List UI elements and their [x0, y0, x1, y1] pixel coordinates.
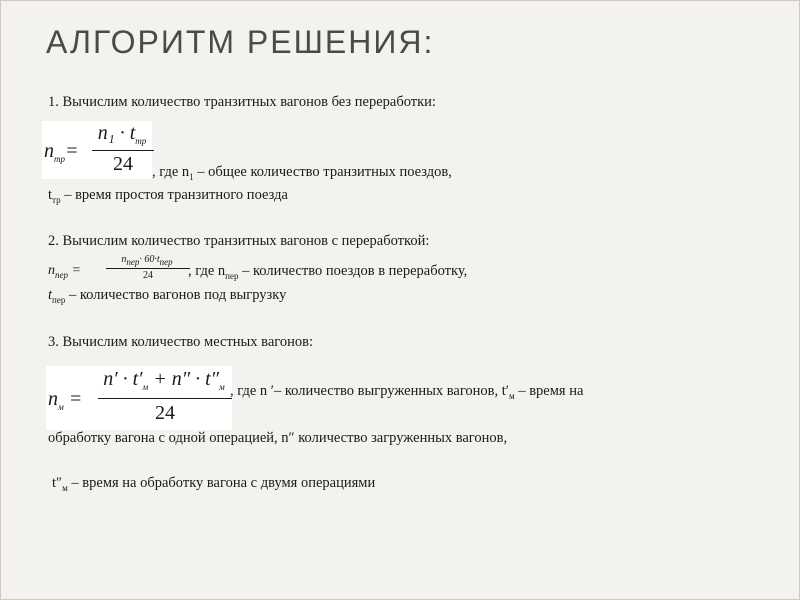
formula3-numerator-sub2: м — [219, 382, 225, 392]
step3-line3 — [52, 475, 375, 493]
step1-where-text: , где n — [152, 164, 190, 180]
formula2-lhs: n — [48, 263, 55, 278]
step3-where-sub: м — [508, 390, 515, 401]
step2-where — [188, 263, 467, 281]
step1-t-symbol: t — [48, 187, 53, 203]
fraction-bar — [98, 398, 232, 399]
formula2-numerator-sub: пер — [126, 257, 140, 267]
step3-where-rest: – время на — [514, 383, 584, 399]
formula3-denominator: 24 — [155, 402, 175, 424]
fraction-bar — [92, 150, 154, 151]
step1-where-rest: – общее количество транзитных поездов, — [193, 164, 452, 180]
step3-t-sub: м — [62, 482, 68, 493]
step2-heading: 2. Вычислим количество транзитных вагонов с переработкой: — [48, 233, 430, 249]
step3-line2: обработку вагона с одной операцией, n″ количество загруженных вагонов, — [48, 430, 508, 446]
formula2-numerator: n — [121, 254, 127, 265]
formula3-numerator: n′ · t′ — [103, 368, 143, 390]
step1-where — [152, 164, 452, 182]
step3-t-symbol: t″ — [52, 475, 63, 491]
step2-t-sub: пер — [52, 294, 66, 305]
formula3-numerator-sub: м — [142, 382, 149, 392]
step3-where — [230, 383, 583, 401]
formula2-numerator-sub2: пер — [159, 257, 173, 267]
step1-t-rest: – время простоя транзитного поезда — [60, 187, 288, 203]
step1-t-sub: тр — [52, 194, 61, 205]
fraction-bar — [106, 268, 190, 269]
step2-t-rest: – количество вагонов под выгрузку — [65, 287, 287, 303]
step2-where-text: , где n — [188, 263, 226, 279]
step2-where-rest: – количество поездов в переработку, — [238, 263, 468, 279]
formula-numerator-sub: тр — [135, 136, 147, 146]
step3-heading: 3. Вычислим количество местных вагонов: — [48, 334, 313, 350]
formula3-lhs-sub: м — [58, 402, 64, 412]
step1-heading: 1. Вычислим количество транзитных вагонов без переработки: — [48, 94, 436, 110]
step2-t-symbol: t — [48, 287, 53, 303]
slide-title: АЛГОРИТМ РЕШЕНИЯ: — [46, 24, 435, 60]
step1-where-sub: 1 — [189, 171, 194, 182]
formula3-lhs: n — [48, 388, 58, 410]
formula-lhs: n — [44, 140, 54, 162]
step3-line3-rest: – время на обработку вагона с двумя операциями — [67, 475, 376, 491]
step2-where-sub: пер — [225, 270, 239, 281]
formula2-lhs-sub: пер — [55, 269, 68, 280]
formula-lhs-sub: тр — [54, 154, 65, 164]
step1-t-definition — [48, 187, 288, 205]
formula-numerator: n₁ · t — [97, 122, 136, 144]
formula2-denominator: 24 — [143, 270, 153, 281]
formula-denominator: 24 — [113, 153, 133, 175]
step2-t-definition — [48, 287, 286, 305]
formula3-numerator-mid: + n″ · t″ — [148, 368, 220, 390]
step3-where-text: , где n ′– количество выгруженных вагонов, t′ — [230, 383, 509, 399]
formula2-numerator-rest: · 60·t — [139, 254, 160, 265]
